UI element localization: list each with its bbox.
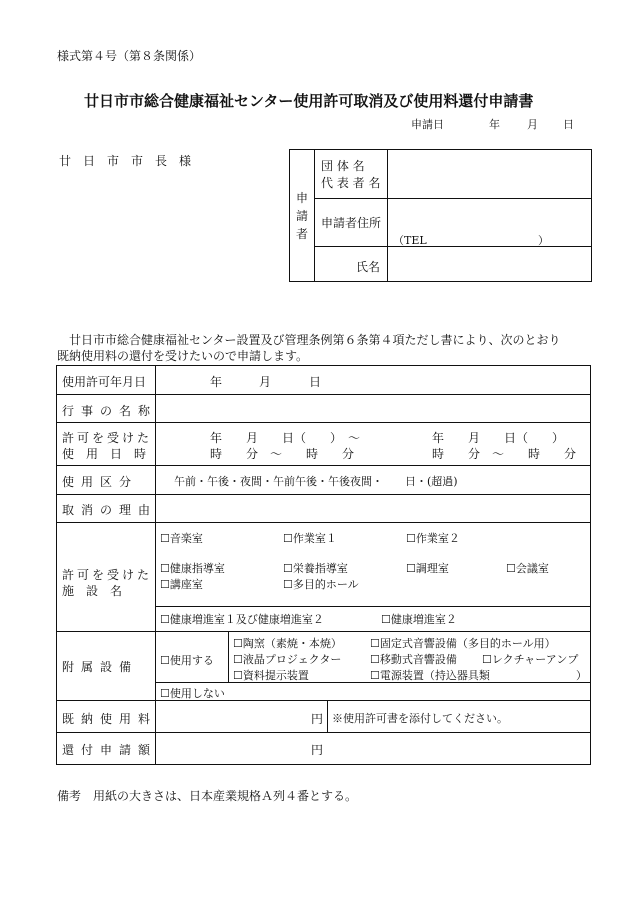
- facility-label-1: 許可を受けた: [62, 568, 153, 582]
- usage-start-date: 年 月 日（ ） ～: [210, 431, 361, 445]
- facility-nutrition-guidance[interactable]: ☐栄養指導室: [283, 562, 348, 575]
- footer-note: 備考 用紙の大きさは、日本産業規格Ａ列４番とする。: [57, 789, 358, 803]
- facility-health-guidance[interactable]: ☐健康指導室: [160, 562, 225, 575]
- refund-amount-label: 還付申請額: [62, 743, 158, 757]
- paid-fee-unit: 円: [311, 712, 324, 726]
- paid-fee-note: ※使用許可書を添付してください。: [332, 712, 508, 725]
- permit-date-year: 年: [210, 375, 223, 389]
- name-label: 氏名: [356, 260, 381, 274]
- address-field[interactable]: [389, 199, 589, 245]
- equipment-no-use[interactable]: ☐使用しない: [160, 687, 225, 700]
- equipment-lcd-projector[interactable]: ☐液晶プロジェクター: [233, 653, 342, 666]
- usage-datetime-label-2: 使 用 日 時: [62, 447, 147, 461]
- page-title: 廿日市市総合健康福祉センター使用許可取消及び使用料還付申請書: [84, 92, 534, 110]
- group-name-label: 団 体 名: [321, 159, 365, 173]
- tel-close: ）: [538, 234, 549, 247]
- representative-label: 代 表 者 名: [321, 176, 381, 190]
- refund-amount-unit: 円: [311, 743, 324, 757]
- application-date-year: 年: [489, 118, 500, 131]
- facility-multipurpose-hall[interactable]: ☐多目的ホール: [283, 578, 359, 591]
- intro-line-2: 既納使用料の還付を受けたいので申請します。: [57, 349, 309, 363]
- usage-start-time: 時 分 ～ 時 分: [210, 447, 355, 461]
- applicant-side-label-1: 申: [296, 191, 309, 205]
- intro-line-1: 廿日市市総合健康福祉センター設置及び管理条例第６条第４項ただし書により、次のとおり: [69, 333, 561, 347]
- equipment-use[interactable]: ☐使用する: [160, 654, 214, 667]
- applicant-address-label: 申請者住所: [321, 216, 382, 230]
- usage-class-options[interactable]: 午前・午後・夜間・午前午後・午後夜間・ 日・(超過): [174, 475, 458, 488]
- applicant-side-label-3: 者: [296, 227, 309, 241]
- group-name-field[interactable]: [389, 150, 589, 197]
- usage-class-label: 使用区分: [62, 475, 139, 489]
- facility-label-2: 施 設 名: [62, 584, 123, 598]
- usage-end-date: 年 月 日（ ）: [432, 431, 565, 445]
- application-date-day: 日: [563, 118, 574, 131]
- usage-datetime-label-1: 許可を受けた: [62, 431, 153, 445]
- equipment-power-supply-close: ）: [576, 669, 587, 682]
- permit-date-label: 使用許可年月日: [62, 375, 147, 389]
- name-field[interactable]: [389, 247, 589, 279]
- paid-fee-label: 既納使用料: [62, 712, 158, 726]
- permit-date-day: 日: [309, 375, 322, 389]
- form-number: 様式第４号（第８条関係）: [57, 49, 202, 63]
- permit-date-month: 月: [259, 375, 272, 389]
- facility-workroom-2[interactable]: ☐作業室２: [406, 532, 460, 545]
- facility-workroom-1[interactable]: ☐作業室１: [283, 532, 337, 545]
- cancel-reason-label: 取消の理由: [62, 503, 158, 517]
- equipment-lecture-amp[interactable]: ☐レクチャーアンプ: [482, 653, 579, 666]
- refund-amount-field[interactable]: [157, 734, 307, 762]
- facility-fitness-1-and-2[interactable]: ☐健康増進室１及び健康増進室２: [160, 613, 324, 626]
- application-date-month: 月: [527, 118, 538, 131]
- event-name-field[interactable]: [157, 396, 587, 421]
- facility-inner-divider: [155, 606, 590, 607]
- event-name-label: 行事の名称: [62, 404, 158, 418]
- addressee: 廿 日 市 市 長 様: [59, 154, 192, 168]
- equipment-fixed-sound[interactable]: ☐固定式音響設備（多目的ホール用）: [370, 637, 556, 650]
- tel-open: （TEL: [393, 234, 427, 247]
- equipment-kiln[interactable]: ☐陶窯（素焼・本焼）: [233, 637, 342, 650]
- equipment-power-supply[interactable]: ☐電源装置（持込器具類: [370, 669, 490, 682]
- applicant-side-label-2: 請: [296, 209, 309, 223]
- paid-fee-field[interactable]: [157, 702, 307, 730]
- facility-lecture-room[interactable]: ☐講座室: [160, 578, 203, 591]
- facility-fitness-2[interactable]: ☐健康増進室２: [381, 613, 457, 626]
- application-date-label: 申請日: [411, 118, 444, 131]
- facility-music-room[interactable]: ☐音楽室: [160, 532, 203, 545]
- cancel-reason-field[interactable]: [157, 496, 587, 521]
- facility-kitchen[interactable]: ☐調理室: [406, 562, 449, 575]
- equipment-document-camera[interactable]: ☐資料提示装置: [233, 669, 309, 682]
- equipment-label: 附属設備: [62, 660, 139, 674]
- usage-end-time: 時 分 ～ 時 分: [432, 447, 577, 461]
- equipment-mobile-sound[interactable]: ☐移動式音響設備: [370, 653, 457, 666]
- facility-meeting-room[interactable]: ☐会議室: [506, 562, 549, 575]
